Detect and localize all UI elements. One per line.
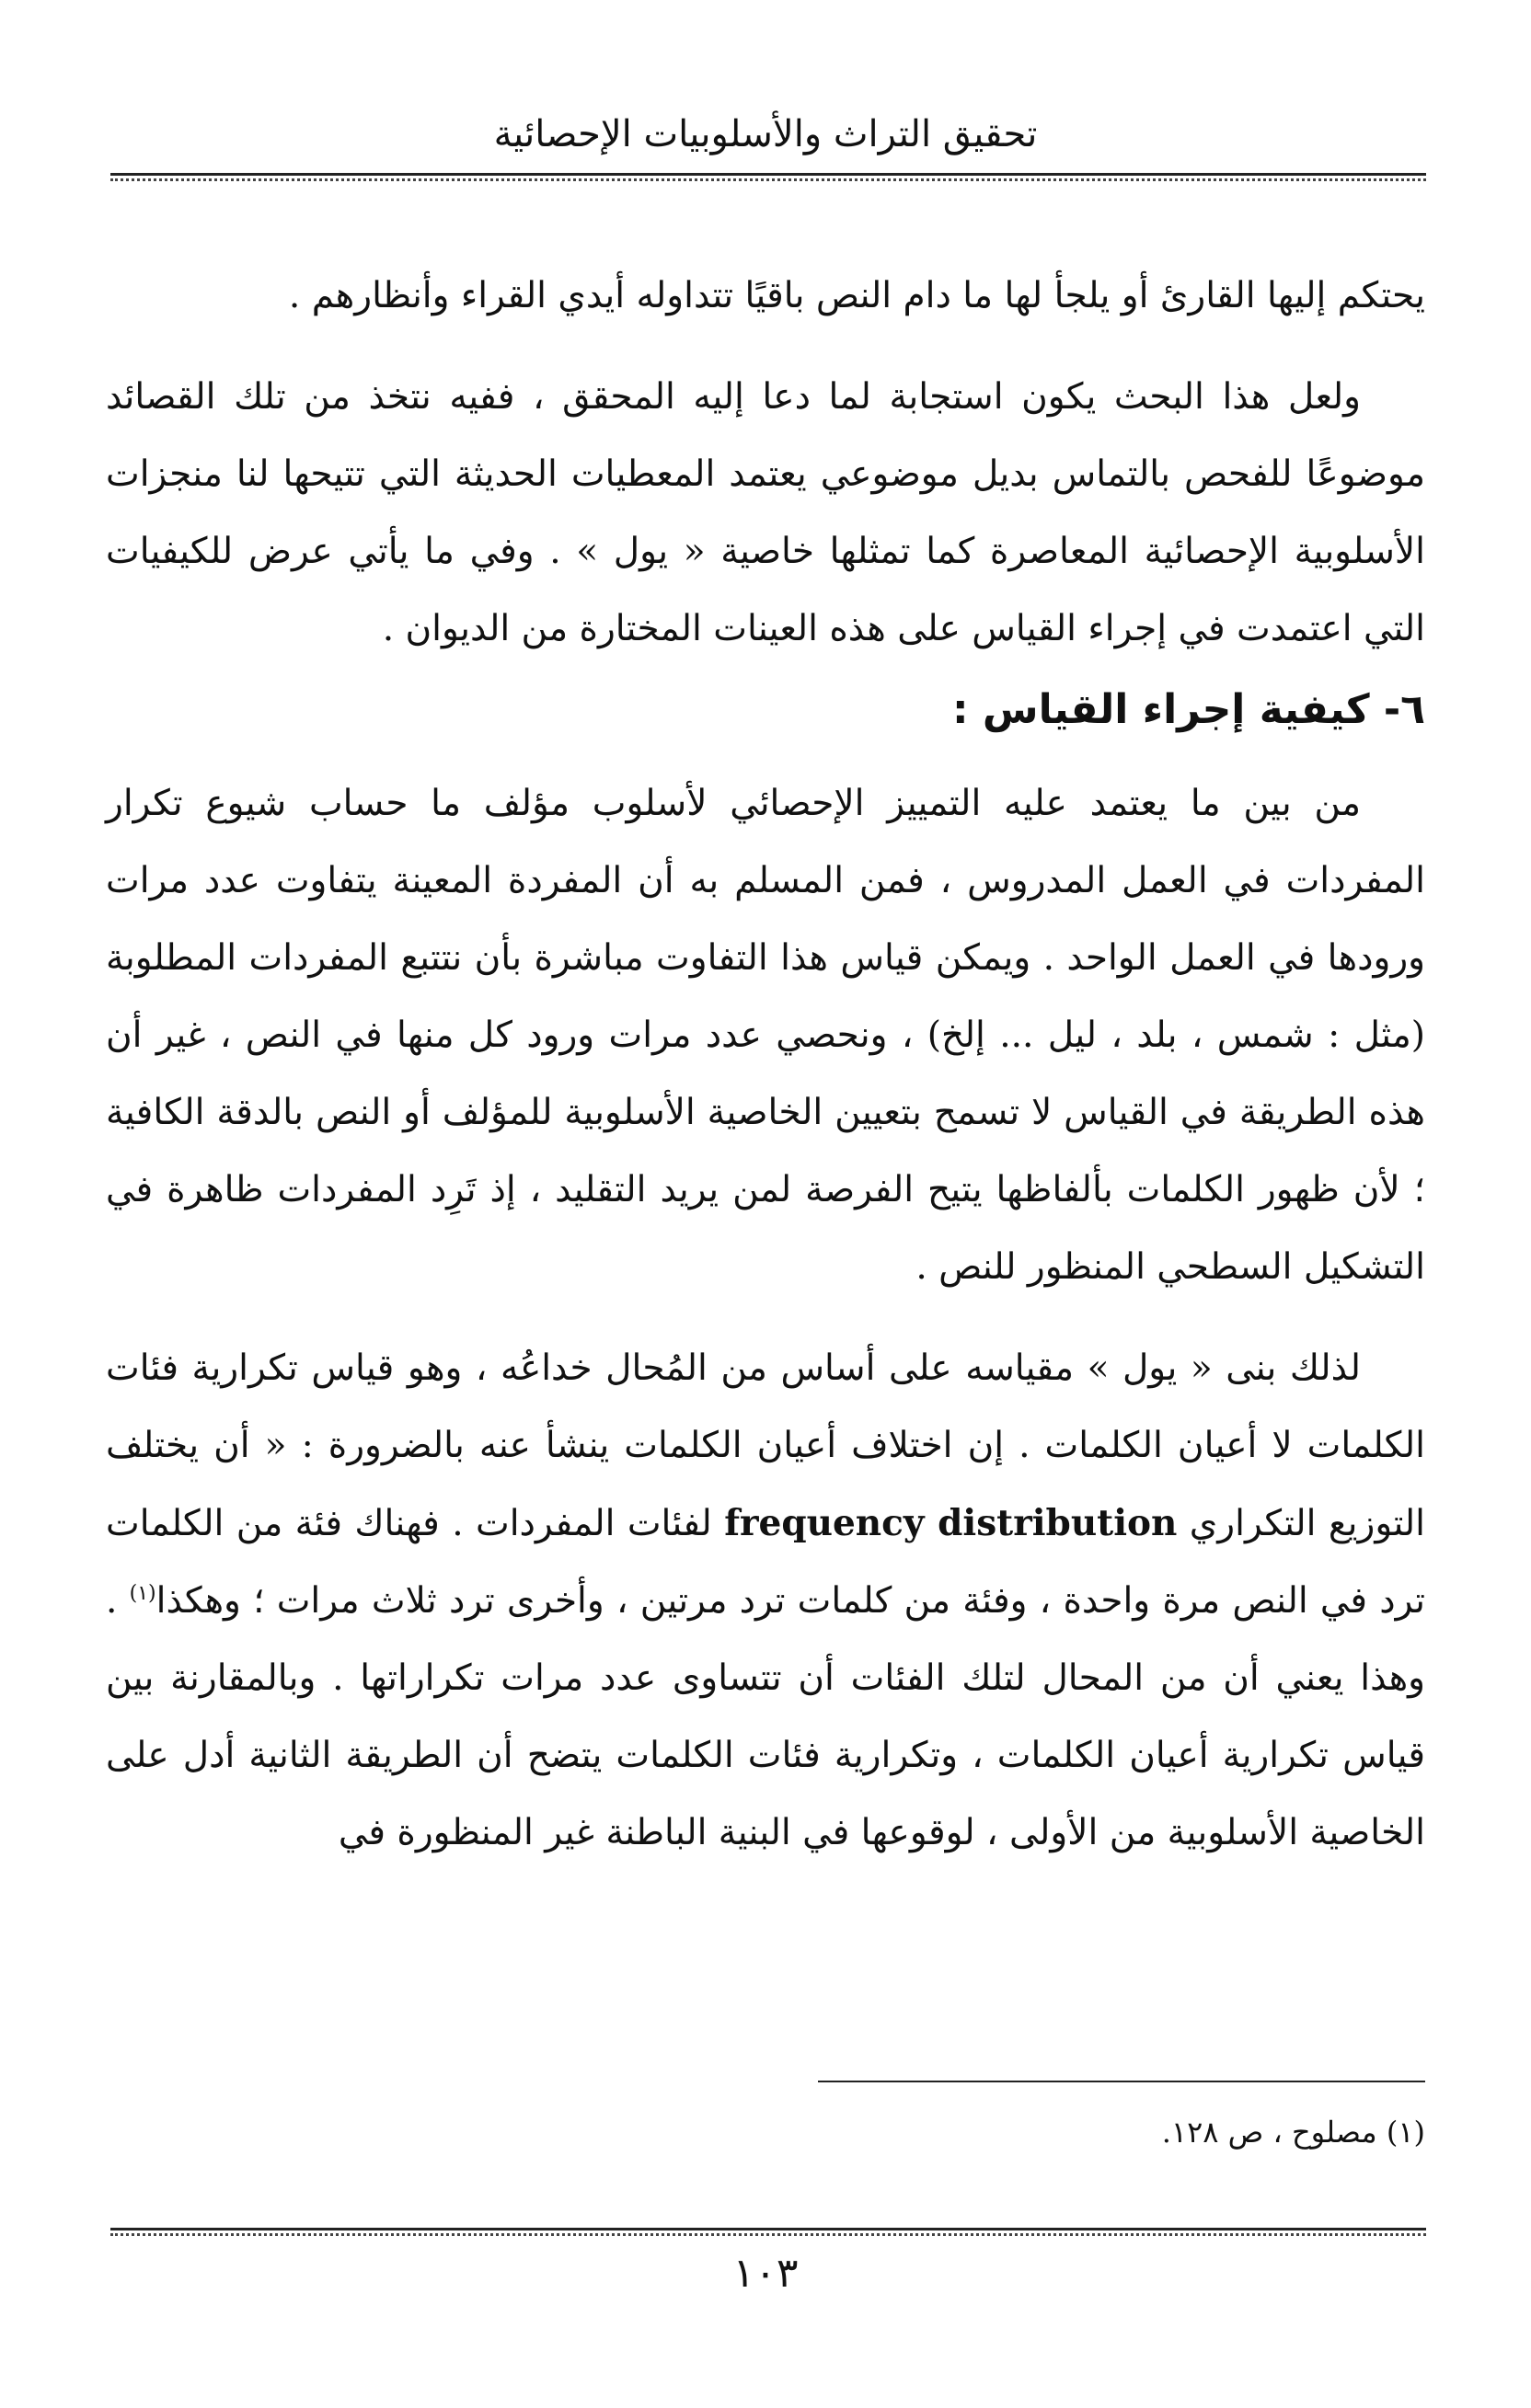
running-head: تحقيق التراث والأسلوبيات الإحصائية [493, 113, 1038, 155]
main-text [106, 258, 1425, 1872]
footer-rule [110, 2228, 1426, 2230]
footnote-reference: (١) [129, 1582, 156, 1605]
english-term: frequency distribution [724, 1502, 1178, 1544]
paragraph-text-part-b: لفئات المفردات . فهناك فئة من الكلمات ترد في النص مرة واحدة ، وفئة من كلمات ترد مرتين ، وأخرى ترد ثلاث مرات ؛ وهكذا [106, 1503, 1425, 1622]
footnote-rule [818, 2081, 1425, 2082]
section-heading: ٦- كيفية إجراء القياس : [951, 686, 1425, 733]
paragraph-yule-characteristic [106, 1330, 1425, 1872]
paragraph-research-purpose: ولعل هذا البحث يكون استجابة لما دعا إليه المحقق ، ففيه نتخذ من تلك القصائد موضوعًا للفحص بالتماس بديل موضوعي يعتمد المعطيات الحديثة التي تتيحها لنا منجزات الأسلوبية الإحصائية المعاصرة كما تمثلها خاصية « يول » . وفي ما يأتي عرض للكيفيات التي اعتمدت في إجراء القياس على هذه العينات المختارة من الديوان . [106, 376, 1425, 649]
paragraph-measurement-method: من بين ما يعتمد عليه التمييز الإحصائي لأسلوب مؤلف ما حساب شيوع تكرار المفردات في العمل المدروس ، فمن المسلم به أن المفردة المعينة يتفاوت عدد مرات ورودها في العمل الواحد . ويمكن قياس هذا التفاوت مباشرة بأن نتتبع المفردات المطلوبة (مثل : شمس ، بلد ، ليل ... إلخ) ، ونحصي عدد مرات ورود كل منها في النص ، غير أن هذه الطريقة في القياس لا تسمح بتعيين الخاصية الأسلوبية للمؤلف أو النص بالدقة الكافية ؛ لأن ظهور الكلمات بألفاظها يتيح الفرصة لمن يريد التقليد ، إذ تَرِد المفردات ظاهرة في التشكيل السطحي المنظور للنص . [106, 783, 1425, 1288]
paragraph-text-part-a: لذلك بنى « يول » مقياسه على أساس من المُحال خداعُه ، وهو قياس تكرارية فئات الكلمات لا أعيان الكلمات . إن اختلاف أعيان الكلمات ينشأ عنه بالضرورة : « أن يختلف التوزيع التكراري [106, 1347, 1425, 1544]
paragraph-continuation: يحتكم إليها القارئ أو يلجأ لها ما دام النص باقيًا تتداوله أيدي القراء وأنظارهم . [288, 275, 1425, 316]
page-number: ١٠٣ [732, 2250, 799, 2297]
paragraph-text-part-c: . وهذا يعني أن من المحال لتلك الفئات أن تتساوى عدد مرات تكراراتها . وبالمقارنة بين قياس تكرارية أعيان الكلمات ، وتكرارية فئات الكلمات يتضح أن الطريقة الثانية أدل على الخاصية الأسلوبية من الأولى ، لوقوعها في البنية الباطنة غير المنظورة في [106, 1580, 1425, 1853]
header-rule [110, 173, 1426, 176]
footnote: (١) مصلوح ، ص ١٢٨. [1161, 2115, 1425, 2150]
